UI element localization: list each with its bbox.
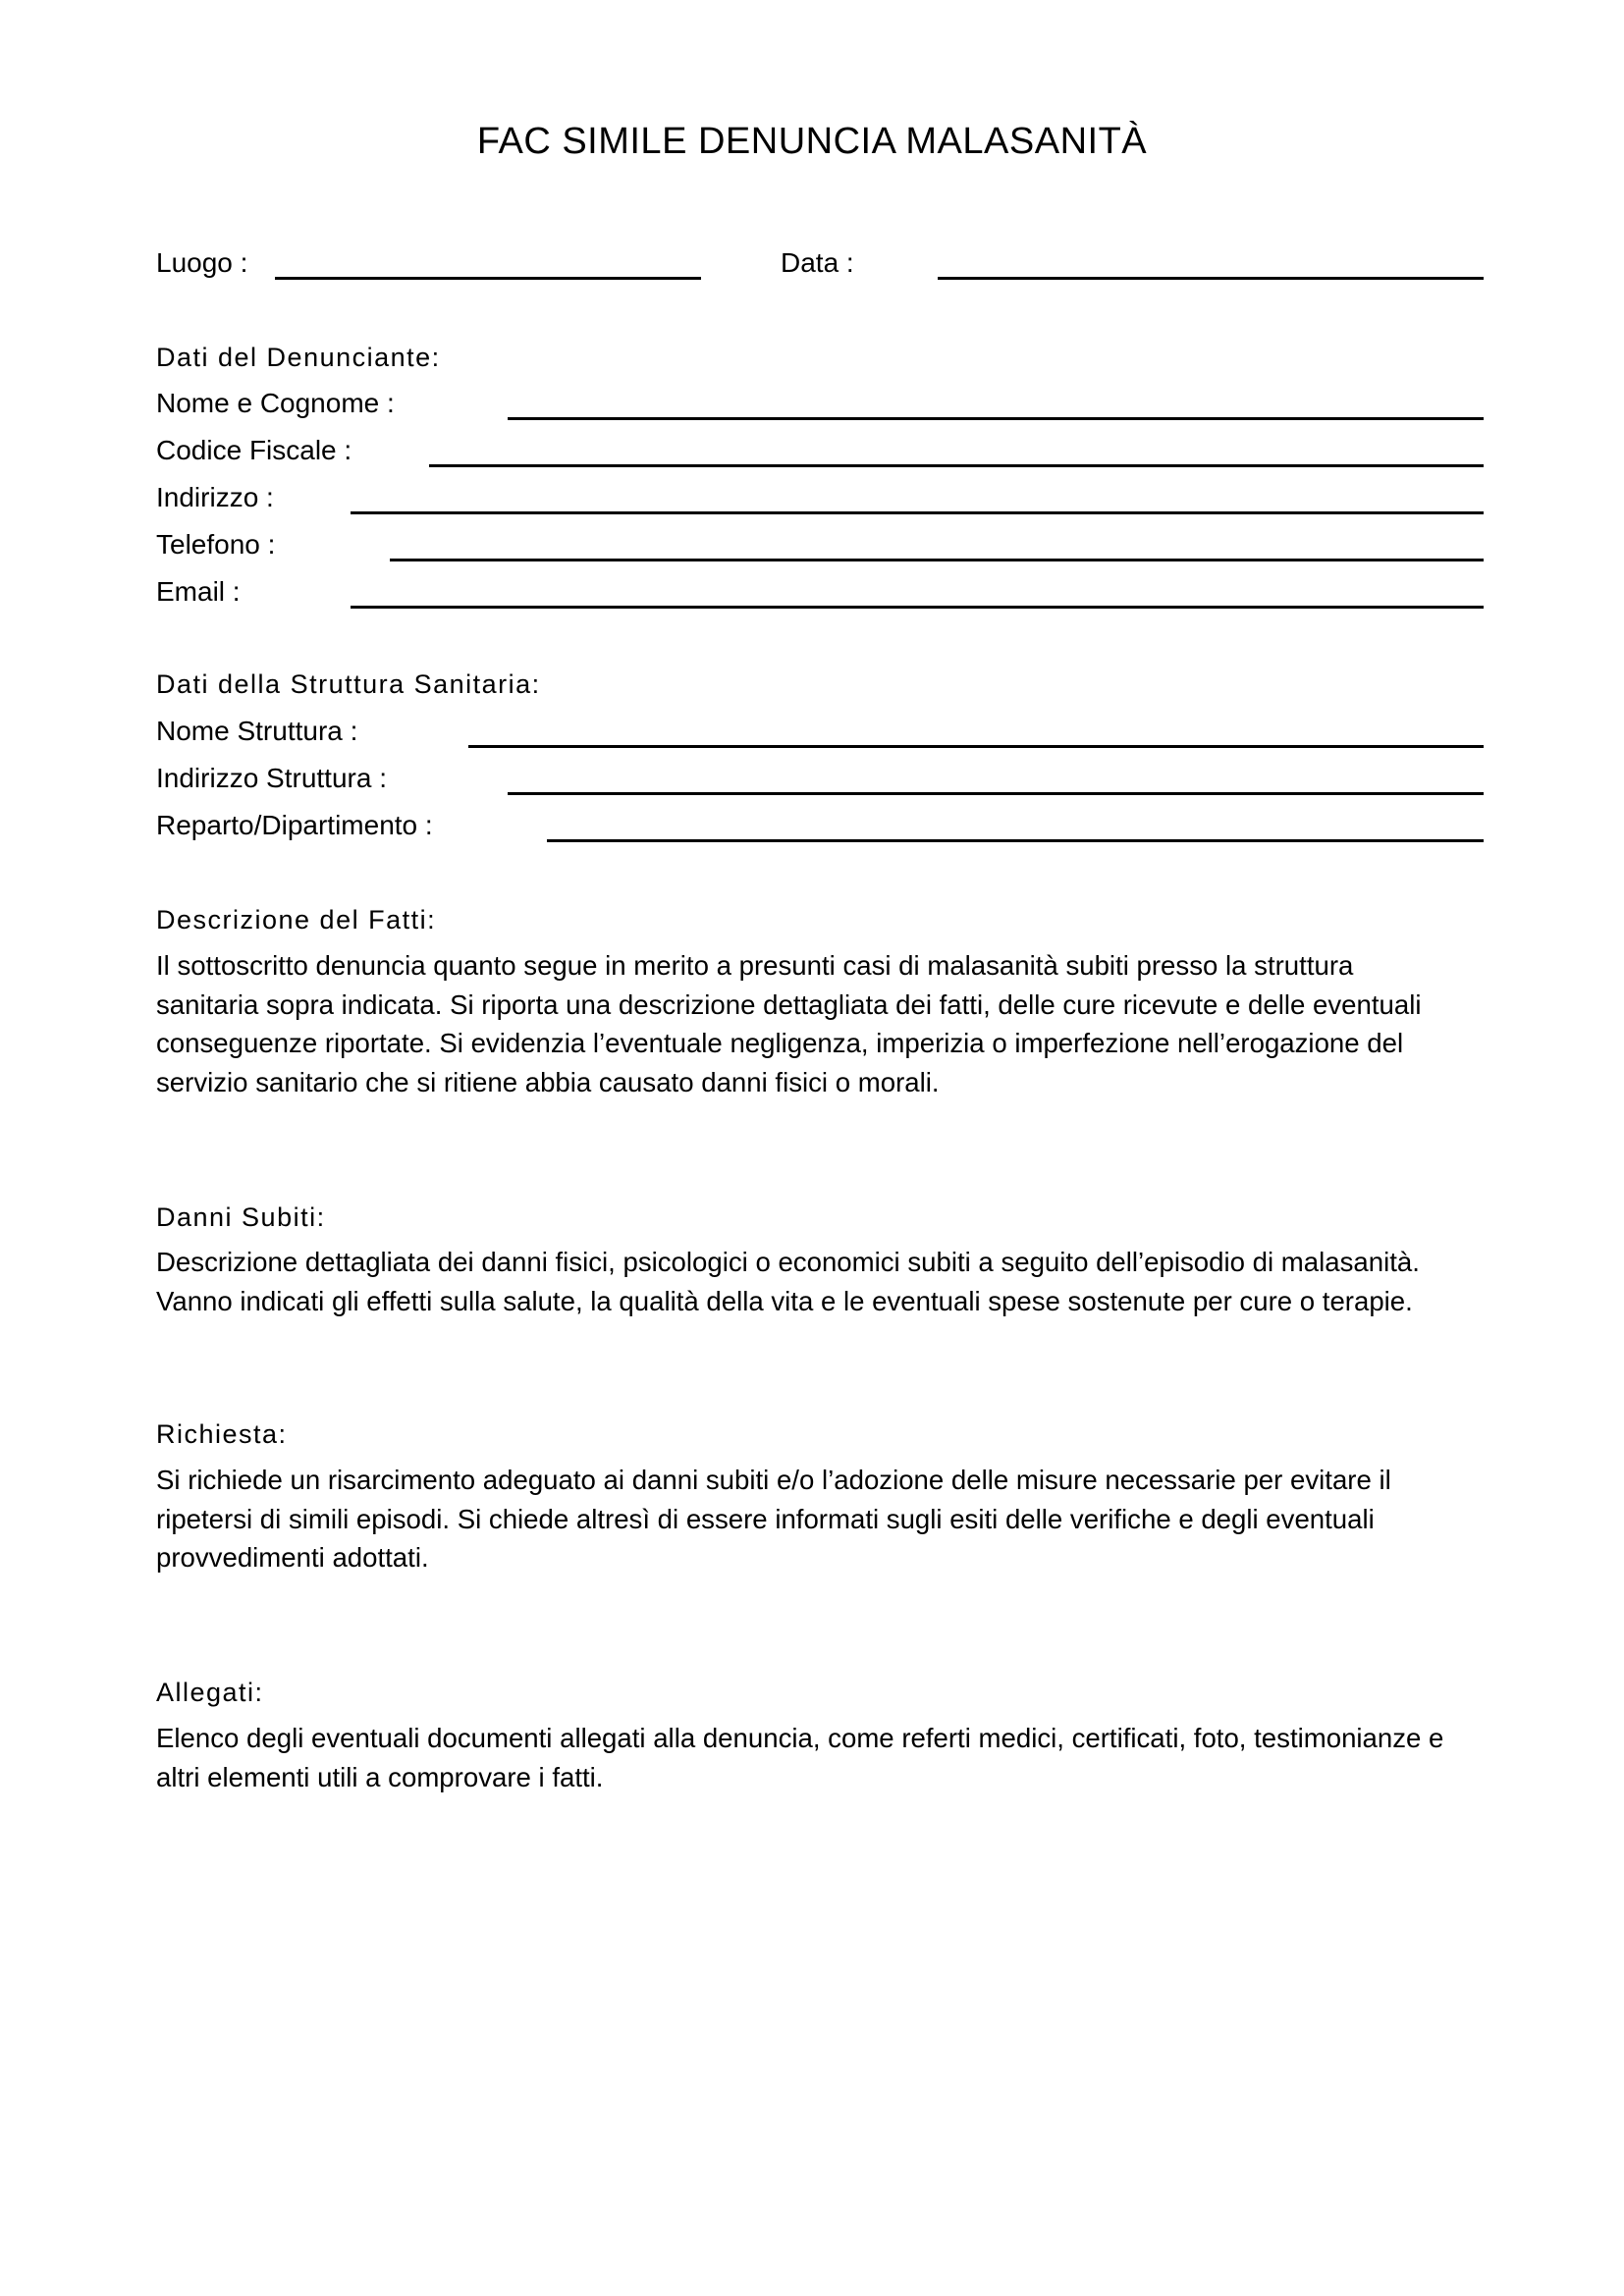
codice-fiscale-field[interactable] [429,464,1484,467]
fatti-paragraph [156,946,1491,1101]
telefono-field[interactable] [390,559,1484,561]
luogo-label: Luogo : [156,247,248,278]
paragraph-line: ripetersi di simili episodi. Si chiede altresì di essere informati sugli esiti delle verifiche e degli eventuali [156,1503,1375,1534]
allegati-paragraph [156,1719,1491,1796]
paragraph-line: altri elementi utili a comprovare i fatti. [156,1761,604,1792]
luogo-field[interactable] [275,277,701,280]
indirizzo-struttura-label: Indirizzo Struttura : [156,763,387,793]
indirizzo-label: Indirizzo : [156,482,274,512]
nome-cognome-field[interactable] [508,417,1484,420]
paragraph-line: Elenco degli eventuali documenti allegati alla denuncia, come referti medici, certificati, foto, testimonianze e [156,1723,1444,1753]
paragraph-line: Vanno indicati gli effetti sulla salute, la qualità della vita e le eventuali spese sostenute per cure o terapie. [156,1285,1413,1316]
nome-cognome-label: Nome e Cognome : [156,388,395,418]
danni-heading: Danni Subiti: [156,1202,326,1232]
fatti-heading: Descrizione del Fatti: [156,905,437,934]
indirizzo-field[interactable] [351,511,1484,514]
codice-fiscale-label: Codice Fiscale : [156,435,352,465]
reparto-field[interactable] [547,839,1484,842]
email-field[interactable] [351,606,1484,609]
page-title: FAC SIMILE DENUNCIA MALASANITÀ [476,121,1148,162]
reparto-label: Reparto/Dipartimento : [156,810,433,840]
telefono-label: Telefono : [156,529,276,560]
denunciante-heading: Dati del Denunciante: [156,343,441,372]
danni-paragraph [156,1243,1491,1320]
email-label: Email : [156,576,241,607]
paragraph-line: conseguenze riportate. Si evidenzia l’eventuale negligenza, imperizia o imperfezione nell’erogazione del [156,1028,1404,1058]
paragraph-line: Si richiede un risarcimento adeguato ai danni subiti e/o l’adozione delle misure necessarie per evitare il [156,1465,1391,1495]
indirizzo-struttura-field[interactable] [508,792,1484,795]
paragraph-line: Descrizione dettagliata dei danni fisici, psicologici o economici subiti a seguito dell’episodio di malasanità. [156,1247,1420,1277]
nome-struttura-label: Nome Struttura : [156,716,358,746]
paragraph-line: provvedimenti adottati. [156,1542,429,1573]
allegati-heading: Allegati: [156,1678,264,1707]
struttura-heading: Dati della Struttura Sanitaria: [156,669,541,699]
richiesta-heading: Richiesta: [156,1419,288,1449]
paragraph-line: Il sottoscritto denuncia quanto segue in merito a presunti casi di malasanità subiti presso la struttura [156,950,1354,981]
nome-struttura-field[interactable] [468,745,1484,748]
richiesta-paragraph [156,1461,1491,1577]
data-label: Data : [781,247,854,278]
data-field[interactable] [938,277,1484,280]
paragraph-line: servizio sanitario che si ritiene abbia causato danni fisici o morali. [156,1066,940,1097]
paragraph-line: sanitaria sopra indicata. Si riporta una descrizione dettagliata dei fatti, delle cure ricevute e delle eventuali [156,988,1422,1020]
